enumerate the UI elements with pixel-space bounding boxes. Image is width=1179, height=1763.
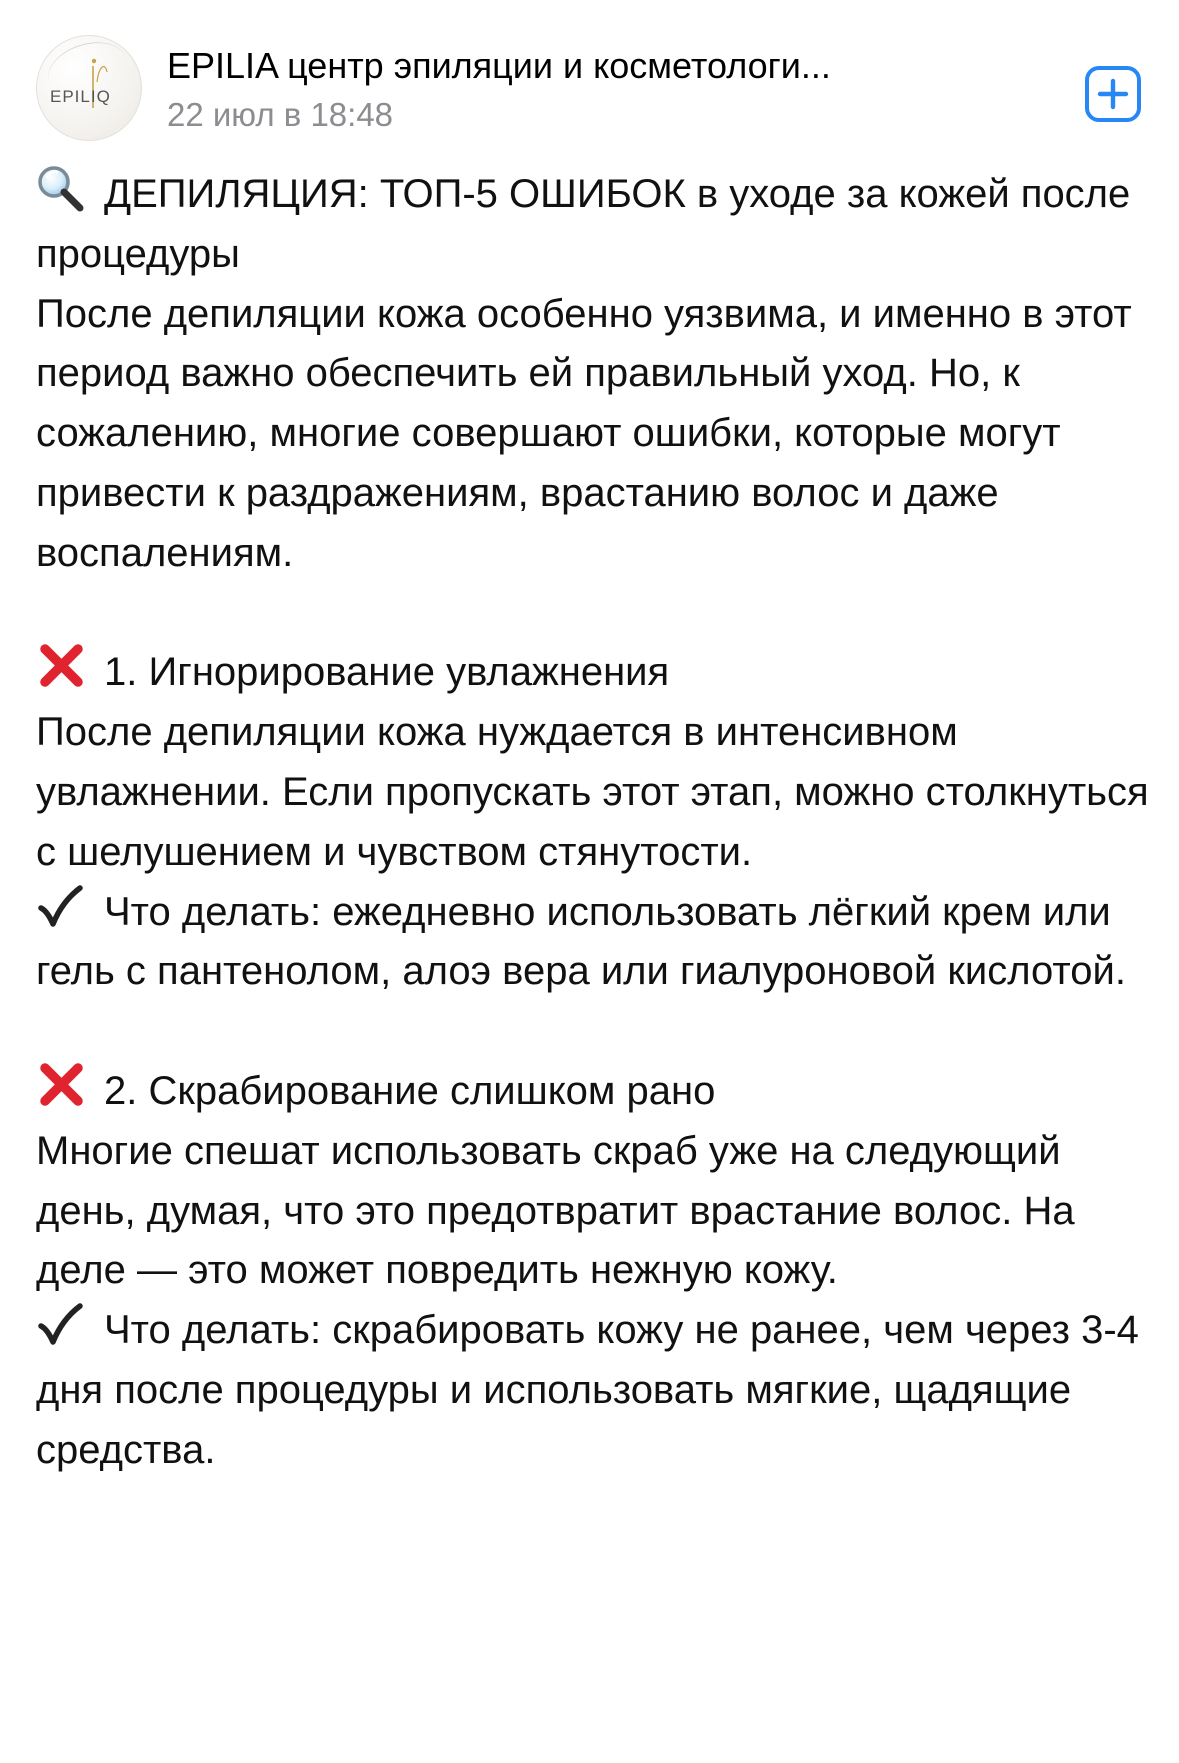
spacer xyxy=(36,584,1151,644)
advice-line xyxy=(36,1301,1151,1480)
post-body xyxy=(36,165,1151,1481)
post-intro: После депиляции кожа особенно уязвима, и именно в этот период важно обеспечить ей правильный уход. Но, к сожалению, многие совершают ошибки, которые могут привести к раздражениям, врастанию волос и даже воспалениям. xyxy=(36,291,1132,575)
mistake-heading: 2. Скрабирование слишком рано xyxy=(104,1068,716,1113)
mistake-text: Многие спешат использовать скраб уже на следующий день, думая, что это предотвратит врастание волос. На деле — это может повредить нежную кожу. xyxy=(36,1128,1075,1293)
avatar[interactable] xyxy=(36,35,142,141)
post-title: ДЕПИЛЯЦИЯ: ТОП-5 ОШИБОК в уходе за кожей после процедуры xyxy=(36,172,1131,276)
magnifier-icon xyxy=(36,165,90,213)
advice-line xyxy=(36,883,1151,1003)
mistake-heading-line xyxy=(36,1062,1151,1122)
cross-mark-icon xyxy=(36,643,90,691)
epilia-logo xyxy=(37,36,141,140)
advice-text: Что делать: ежедневно использовать лёгкий крем или гель с пантенолом, алоэ вера или гиалуроновой кислотой. xyxy=(36,889,1126,994)
cross-mark-icon xyxy=(36,1062,90,1110)
author-name[interactable]: EPILIA центр эпиляции и косметологи... xyxy=(167,45,831,86)
check-mark-icon xyxy=(36,1301,90,1349)
advice-text: Что делать: скрабировать кожу не ранее, чем через 3-4 дня после процедуры и использовать мягкие, щадящие средства. xyxy=(36,1308,1139,1472)
mistake-heading: 1. Игнорирование увлажнения xyxy=(104,650,670,695)
plus-square-icon xyxy=(1083,64,1143,124)
post-header xyxy=(36,34,1143,144)
avatar-logo-text: EPILIQ xyxy=(50,87,111,106)
check-mark-icon xyxy=(36,883,90,931)
post-title-line xyxy=(36,165,1151,285)
mistake-text: После депиляции кожа нуждается в интенсивном увлажнении. Если пропускать этот этап, можно столкнуться с шелушением и чувством стянутости. xyxy=(36,710,1149,874)
add-button[interactable] xyxy=(1083,64,1143,124)
mistake-heading-line xyxy=(36,643,1151,703)
post-timestamp[interactable]: 22 июл в 18:48 xyxy=(167,96,394,133)
spacer xyxy=(36,1002,1151,1062)
